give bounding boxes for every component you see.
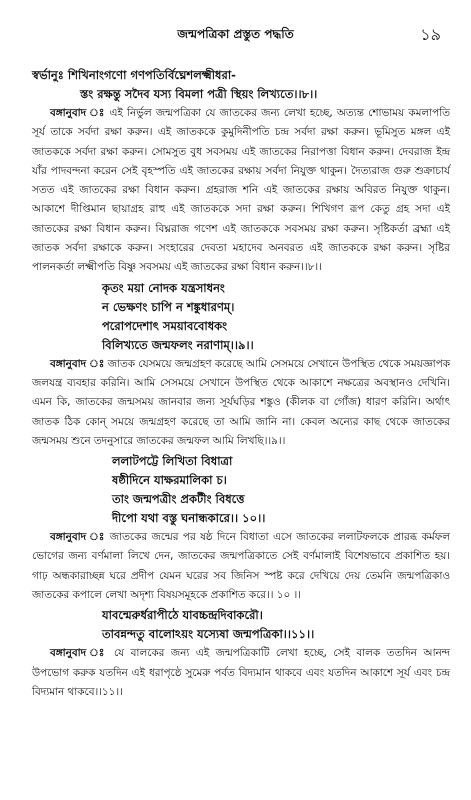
verse-line: দীপো যথা বস্তু ঘনান্ধকারে।। ১০।। bbox=[112, 511, 266, 526]
translation-11 bbox=[32, 644, 450, 702]
translation-9 bbox=[32, 355, 450, 451]
verse-line: কৃতং ময়া নোদক যন্ত্রসাধনং bbox=[102, 280, 225, 295]
verse-line: স্তং রক্ষন্তু সদৈব যস্য বিমলা পত্রী স্থিয়ং লিখ্যতে।।৮।। bbox=[80, 87, 318, 101]
translation-label: বঙ্গানুবাদ ঃ bbox=[50, 107, 106, 119]
verse-11 bbox=[32, 606, 450, 644]
verse-line: তাবন্নন্দতু বালোঽয়ং যস্যেষা জন্মপত্রিকা।।১১।। bbox=[102, 627, 315, 642]
translation-text: জাতকের জন্মের পর ষষ্ঠ দিনে বিধাতা এসে জাতকের ললাটফলকে প্রারব্ধ কর্মফল ভোগের জন্য বর্ণমালা লিখে দেন, জাতকের জন্মপত্রিকাতে সেই বর্ণমালাই বিশেষভাবে প্রকাশিত হয়। গাঢ় অন্ধকারাচ্ছন্ন ঘরে প্রদীপ যেমন ঘরের সব জিনিস স্পষ্ট করে দেখিয়ে দেয় তেমনি জন্মপত্রিকাও জাতকের কপালে লেখা অদৃশ্য বিষয়সমূহকে প্রকাশিত করে।। ১০ ।। bbox=[32, 531, 450, 602]
translation-10 bbox=[32, 528, 450, 605]
translation-label: বঙ্গানুবাদ ঃ bbox=[50, 647, 108, 660]
verse-9 bbox=[32, 279, 450, 355]
translation-text: এই নির্ভুল জন্মপত্রিকা যে জাতকের জন্য লেখা হচ্ছে, অত্যন্ত শোভাময় কমলাপতি সূর্য তাকে সর্বদা রক্ষা করুন। এই জাতককে কুমুদিনীপতি চন্দ্র সর্বদা রক্ষা করুন। ভূমিসুত মঙ্গল এই জাতককে সর্বদা রক্ষা করুন। সোমসুত বুধ সবসময় এই জাতকের নিরাপত্তা বিধান করুন। দেবরাজ ইন্দ্র যাঁর পাদবন্দনা করেন সেই বৃহস্পতি এই জাতকের রক্ষায় সর্বদা নিযুক্ত থাকুন। দৈত্যরাজ গুরু শুক্রাচার্য সতত এই জাতকের রক্ষা বিধান করুন। গ্রহরাজ শনি এই জাতকের রক্ষায় অবিরত নিযুক্ত থাকুন। আকাশে দীপ্তিমান ছায়াগ্রহ রাহু এই জাতককে সদা রক্ষা করুন। শিখিগণ রূপ কেতু গ্রহ সদা এই জাতকের রক্ষা বিধান করুন। বিঘ্নরাজ গণেশ এই জাতককে সবসময় রক্ষা করুন। সৃষ্টিকর্তা ব্রহ্মা এই জাতক সর্বদা রক্ষাকে করুন। সংহারের দেবতা মহাদেব অনবরত এই জাতককে রক্ষা করুন। সৃষ্টির পালনকর্তা লক্ষ্মীপতি বিষ্ণু সবসময় এই জাতকের রক্ষা বিধান করুন।।৮।। bbox=[32, 107, 450, 274]
verse-line: স্বর্ভানুঃ শিখিনাংগণো গণপতির্বিঘ্নেশলক্ষ্মীধরা- bbox=[32, 68, 236, 82]
page-content bbox=[32, 66, 450, 703]
verse-line: বিলিখ্যতে জন্মফলং নরাণাম্।।৯।। bbox=[102, 337, 254, 352]
verse-line: ললাটপট্টে লিখিতা বিধাত্রা bbox=[112, 454, 233, 469]
translation-8 bbox=[32, 104, 450, 278]
translation-text: যে বালকের জন্য এই জন্মপত্রিকাটি লেখা হচ্ছে, সেই বালক ততদিন আনন্দ উপভোগ করুক যতদিন এই ধরাপৃষ্ঠে সুমেরু পর্বত বিদ্যমান থাকবে এবং যতদিন আকাশে সূর্য এবং চন্দ্র বিদ্যমান থাকবে।।১১।। bbox=[32, 647, 450, 698]
translation-label: বঙ্গানুবাদ ঃ bbox=[50, 357, 105, 370]
verse-line: ন ভেক্ষণং চাপি ন শঙ্কুধারণম্। bbox=[102, 299, 235, 314]
translation-text: জাতক যেসময়ে জন্মগ্রহণ করেছে আমি সেসময়ে সেখানে উপস্থিত থেকে সময়জ্ঞাপক জলযন্ত্র ব্যবহার করিনি। আমি সেসময়ে সেখানে উপস্থিত থেকে আকাশে নক্ষত্রের অবস্থানও দেখিনি। এমন কি, জাতকের জন্মসময় জানবার জন্য সূর্যঘড়ির শঙ্কুও (কীলক বা গোঁজ) ধারণ করিনি। অর্থাৎ জাতক ঠিক কোন্ সময়ে জন্মগ্রহণ করেছে তা আমি জানি না। কেবল অন্যের কাছ থেকে জাতকের জন্মসময় শুনে তদনুসারে জাতকের জন্মফল আমি লিখছি।।৯।। bbox=[32, 357, 451, 447]
verse-line: যাবন্মেরুর্ধরাপীঠে যাবচ্চন্দ্রদিবাকরৌ। bbox=[102, 608, 263, 623]
verse-line: তাং জন্মপত্রীং প্রকটীং বিধত্তে bbox=[112, 492, 245, 507]
translation-label: বঙ্গানুবাদ ঃ bbox=[50, 531, 106, 544]
verse-line: ষষ্ঠীদিনে যাক্ষরমালিকা চ। bbox=[112, 473, 227, 488]
page-header bbox=[0, 20, 471, 44]
page-number: ১৯ bbox=[420, 25, 441, 44]
running-header-title: জন্মপত্রিকা প্রস্তুত পদ্ধতি bbox=[177, 27, 294, 41]
verse-8 bbox=[32, 66, 450, 104]
verse-10 bbox=[32, 452, 450, 528]
verse-line: পরোপদেশাৎ সময়াববোধকং bbox=[102, 318, 228, 333]
